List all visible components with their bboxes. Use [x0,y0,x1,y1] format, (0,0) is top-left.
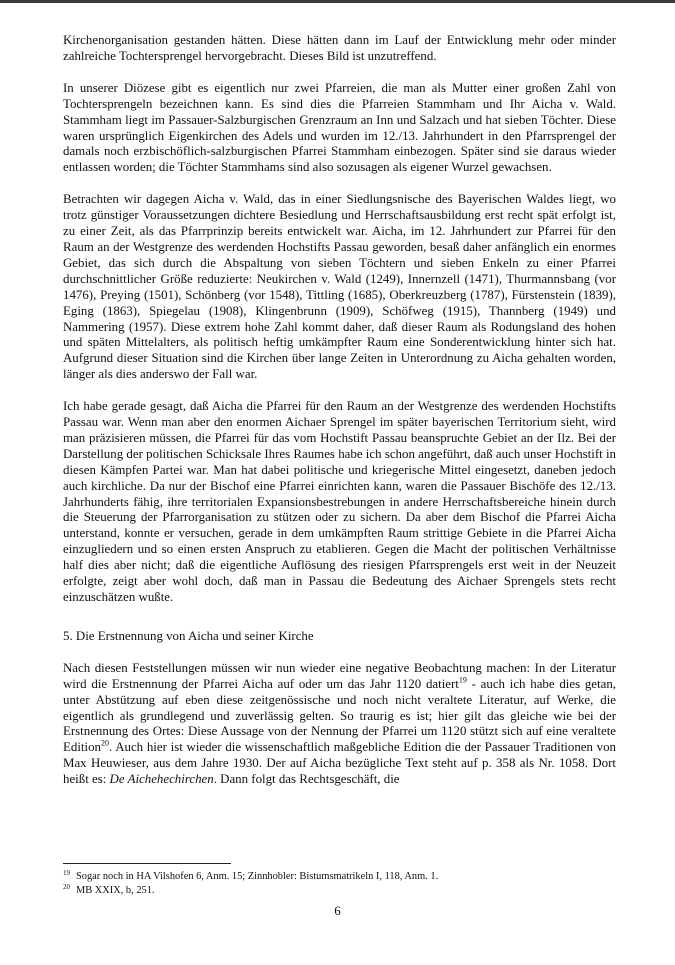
paragraph-5 [63,661,616,788]
paragraph-5-text-4: . Dann folgt das Rechtsgeschäft, die [213,772,400,787]
footnote-separator [63,863,231,864]
page-body [63,33,616,788]
footnote-number: 20 [63,882,70,891]
paragraph-3: Betrachten wir dagegen Aicha v. Wald, das in einer Siedlungsnische des Bayerischen Waldes liegt, wo trotz günstiger Voraussetzungen dichtere Besiedlung und Herrschaftsausbildung erst recht spät erfolgt ist, zu einer Zeit, als das Pfarrprinzip bereits entwickelt war. Aicha, im 12. Jahrhundert zur Pfarrei für den Raum an der Westgrenze des werdenden Hochstifts Passau geworden, besaß daher anfänglich ein enormes Gebiet, das sich durch die Abspaltung von sieben Töchtern und sieben Enkeln zu einer Pfarrei durchschnittlicher Größe reduzierte: Neukirchen v. Wald (1249), Innernzell (1471), Thurmannsbang (vor 1476), Preying (1501), Schönberg (vor 1548), Tittling (1685), Oberkreuzberg (1787), Fürstenstein (1839), Eging (1863), Spiegelau (1908), Klingenbrunn (1909), Schöfweg (1915), Thannberg (1949) und Nammering (1957). Diese extrem hohe Zahl kommt daher, daß dieser Raum als Rodungsland des hohen und späten Mittelalters, als politisch heftig umkämpfter Raum eine Sonderentwicklung hinter sich hat. Aufgrund dieser Situation sind die Kirchen über lange Zeiten in Unterordnung zu Aicha gehalten worden, länger als dies anderswo der Fall war. [63,192,616,382]
paragraph-1: Kirchenorganisation gestanden hätten. Diese hätten dann im Lauf der Entwicklung mehr oder minder zahlreiche Tochtersprengel hervorgebracht. Dieses Bild ist unzutreffend. [63,33,616,63]
footnote-number: 19 [63,868,70,877]
page-number: 6 [334,904,341,918]
quote-title: De Aichehechirchen [109,772,214,787]
top-border [0,0,675,3]
footnote-text: Sogar noch in HA Vilshofen 6, Anm. 15; Zinnhobler: Bistumsmatrikeln I, 118, Anm. 1. [76,871,439,882]
footnote-ref-20: 20 [100,739,109,749]
footnotes [63,870,616,898]
paragraph-5-text-2: - auch ich habe dies getan, unter Abstützung auf eben diese zeitgenössische und noch nicht veraltete Literatur, auf Werke, die eigentlich als grundlegend und zuverlässig gelten. So traurig es ist; hier gilt das gleiche wie bei der Erstnennung des Ortes: Diese Aussage von der Nennung der Pfarrei um 1120 stützt sich auf eine veraltete Edition [63,676,616,755]
paragraph-2: In unserer Diözese gibt es eigentlich nur zwei Pfarreien, die man als Mutter einer großen Zahl von Tochtersprengeln bezeichnen kann. Es sind dies die Pfarreien Stammham und Ihr Aicha v. Wald. Stammham liegt im Passauer-Salzburgischen Grenzraum an Inn und Salzach und hat sieben Töchter. Diese waren ursprünglich Eigenkirchen des Adels und wurden im 12./13. Jahrhundert in den Pfarrsprengel der damals noch erzbischöflich-salzburgischen Pfarrei Stammham einbezogen. Später sind sie daraus wieder entlassen worden; die Töchter Stammhams sind also sozusagen als eigener Wurzel gewachsen. [63,80,616,175]
footnote-ref-19: 19 [458,675,467,685]
section-heading: 5. Die Erstnennung von Aicha und seiner Kirche [63,628,314,643]
paragraph-4: Ich habe gerade gesagt, daß Aicha die Pfarrei für den Raum an der Westgrenze des werdenden Hochstifts Passau war. Wenn man aber den enormen Aichaer Sprengel im später bayerischen Territorium sieht, wird man präzisieren müssen, die Pfarrei für das vom Hochstift Passau beanspruchte Gebiet an der Ilz. Bei der Darstellung der politischen Schicksale Ihres Raumes habe ich schon angeführt, daß auch unser Hochstift in diesen Kämpfen Partei war. Man hat dabei politische und kriegerische Mittel eingesetzt, daneben jedoch auch kirchliche. Da nur der Bischof eine Pfarrei einrichten kann, waren die Passauer Bischöfe des 12./13. Jahrhunderts fähig, ihre territorialen Expansionsbestrebungen in andere Herrschaftsbereiche hinein durch die Steuerung der Pfarrorganisation zu stützen oder zu sichern. Da aber dem Bischof die Pfarrei Aicha unterstand, konnte er versuchen, gerade in dem umkämpften Raum strittige Gebiete in die Pfarrei Aicha einzugliedern und so einen ersten Anspruch zu etablieren. Gegen die Macht der politischen Verhältnisse half dies aber nicht; daß die eigentliche Auflösung des riesigen Pfarrsprengels erst weit in der Neuzeit erfolgte, zeigt aber wohl doch, daß man in Passau die Bedeutung des Aichaer Sprengels stets recht einzuschätzen wußte. [63,399,616,604]
footnote-19 [63,870,616,884]
paragraph-5-text-1: Nach diesen Feststellungen müssen wir nun wieder eine negative Beobachtung machen: In der Literatur wird die Erstnennung der Pfarrei Aicha auf oder um das Jahr 1120 datiert [63,660,616,691]
footnote-text: MB XXIX, b, 251. [76,885,155,896]
paragraph-5-text-3: . Auch hier ist wieder die wissenschaftlich maßgebliche Edition die der Passauer Traditionen von Max Heuwieser, aus dem Jahre 1930. Der auf Aicha bezügliche Text steht auf p. 358 als Nr. 1058. Dort heißt es: [63,740,616,787]
footnote-20 [63,884,616,898]
